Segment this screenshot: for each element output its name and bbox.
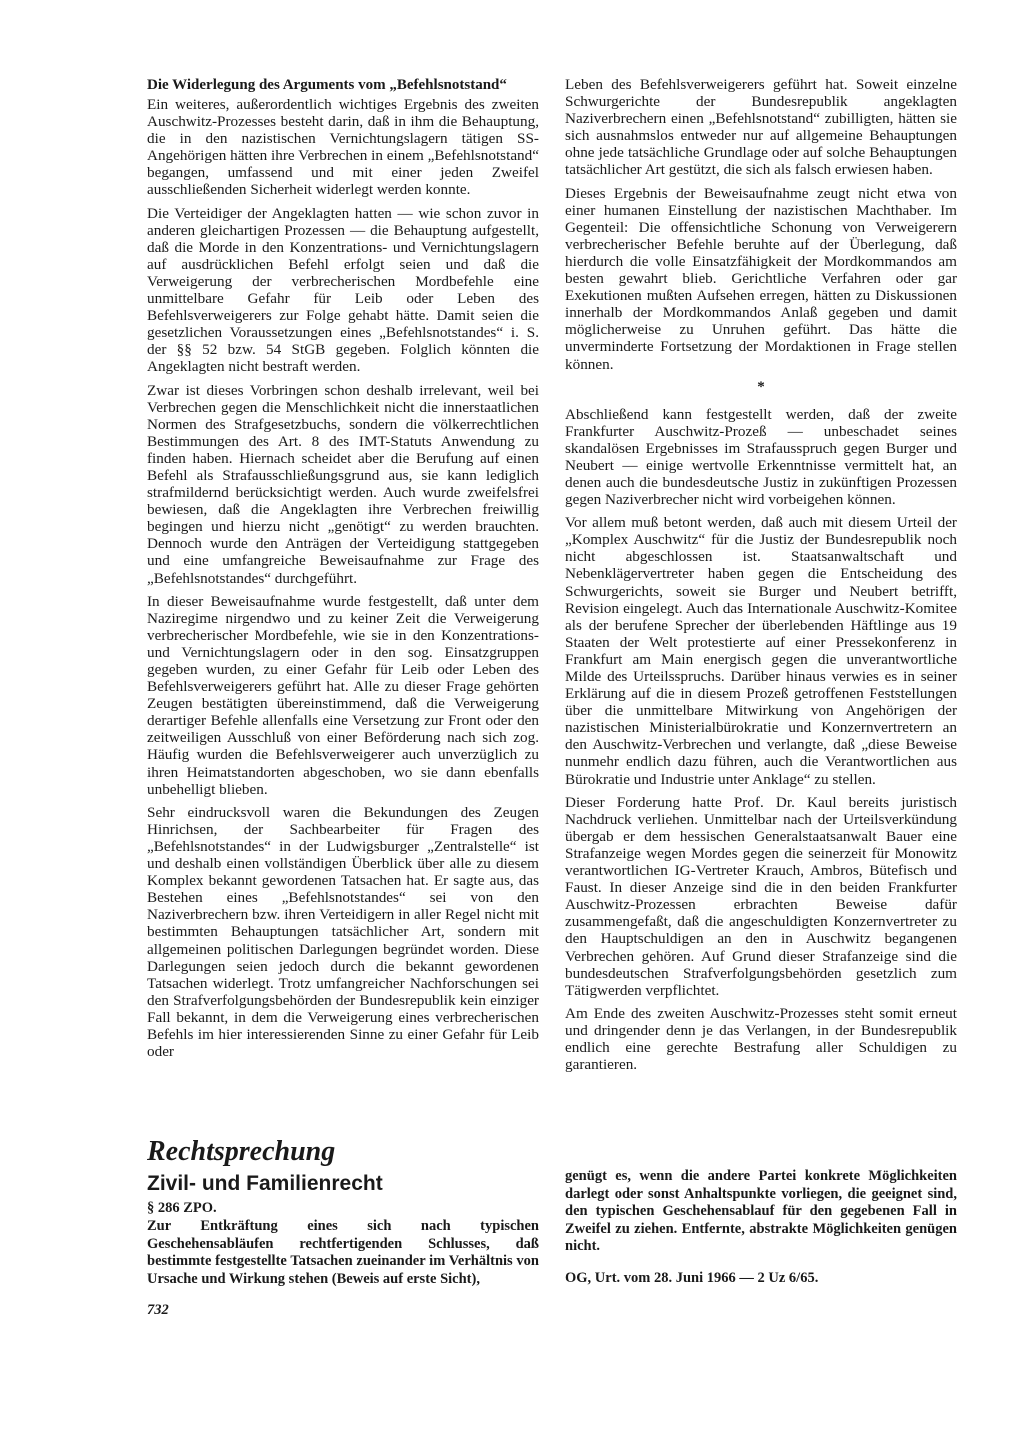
paragraph: Abschließend kann festgestellt werden, daß der zweite Frankfurter Auschwitz-Prozeß — unbeschadet seines skandalösen Ergebnisses im Strafausspruch gegen Burger und Neubert — einige wertvolle Erkenntnisse vermittelt hat, an denen auch die bundesdeutsche Justiz in zukünftigen Prozessen gegen Naziverbrecher nicht wird vorbeigehen können. bbox=[565, 405, 957, 509]
left-column bbox=[147, 76, 539, 1066]
paragraph: Dieser Forderung hatte Prof. Dr. Kaul bereits juristisch Nachdruck verliehen. Unmittelbar nach der Urteilsverkündung übergab er dem hessischen Generalstaatsanwalt Bauer eine Strafanzeige wegen Mordes gegen die seinerzeit für Monowitz verantwortlichen IG-Vertreter Krauch, Ambros, Bütefisch und Faust. In dieser Anzeige sind die in den beiden Frankfurter Auschwitz-Prozessen erbrachten Beweise dafür zusammengefaßt, daß die angeschuldigten Konzernvertreter zu den Hauptschuldigen an den in Auschwitz begangenen Verbrechen gehören. Auf Grund dieser Strafanzeige sind die bundesdeutschen Strafverfolgungsbehörden gesetzlich zum Tätigwerden verpflichtet. bbox=[565, 793, 957, 999]
article-subheading: Die Widerlegung des Arguments vom „Befehlsnotstand“ bbox=[147, 77, 507, 93]
paragraph: Ein weiteres, außerordentlich wichtiges Ergebnis des zweiten Auschwitz-Prozesses besteht darin, daß in ihm die Behauptung, die in den nazistischen Vernichtungslagern tätigen SS-Angehörigen hätten ihre Verbrechen in einem „Befehlsnotstand“ begangen, umfassend und mit einer jeden Zweifel ausschließenden Sicherheit widerlegt werden konnte. bbox=[147, 96, 539, 199]
section-separator: * bbox=[757, 378, 765, 395]
court-citation: OG, Urt. vom 28. Juni 1966 — 2 Uz 6/65. bbox=[565, 1270, 819, 1286]
paragraph: Leben des Befehlsverweigerers geführt hat. Soweit einzelne Schwurgerichte der Bundesrepublik angeklagten Naziverbrechern einen „Befehlsnotstand“ zubilligten, hätten sie sich ausnahmslos entweder nur auf allgemeine Behauptungen ohne jede tatsächliche Grundlage oder auf solche Behauptungen tatsächlicher Art gestützt, die sich als falsch erwiesen haben. bbox=[565, 76, 957, 179]
section-title: Rechtsprechung bbox=[147, 1136, 336, 1167]
right-column bbox=[565, 76, 957, 1079]
paragraph: Die Verteidiger der Angeklagten hatten — wie schon zuvor in anderen gleichartigen Prozessen — die Behauptung aufgestellt, daß die Morde in den Konzentrations- und Vernichtungslagern auf ausdrücklichen Befehl erfolgt seien und daß die Verweigerung der verbrecherischen Mordbefehle eine unmittelbare Gefahr für Leib oder Leben des Befehlsverweigerers zur Folge gehabt hätte. Damit seien die gesetzlichen Voraussetzungen eines „Befehlsnotstandes“ i. S. der §§ 52 bzw. 54 StGB gegeben. Folglich könnten die Angeklagten nicht bestraft werden. bbox=[147, 204, 539, 376]
page-number: 732 bbox=[147, 1302, 169, 1318]
paragraph: Zwar ist dieses Vorbringen schon deshalb irrelevant, weil bei Verbrechen gegen die Menschlichkeit nicht die innerstaatlichen Normen des Strafgesetzbuchs, sondern die völkerrechtlichen Bestimmungen des Art. 8 des IMT-Statuts Anwendung zu finden haben. Hiernach scheidet aber die Berufung auf einen Befehl als Strafausschließungsgrund aus, sie kann lediglich strafmildernd berücksichtigt werden. Auch wurde zweifelsfrei bewiesen, daß die Angeklagten ihre Verbrechen freiwillig begingen und hierzu nicht „genötigt“ zu werden brauchten. Dennoch wurde den Anträgen der Verteidigung stattgegeben und eine umfangreiche Beweisaufnahme zur Frage des „Befehlsnotstandes“ durchgeführt. bbox=[147, 381, 539, 587]
paragraph: Dieses Ergebnis der Beweisaufnahme zeugt nicht etwa von einer humanen Einstellung der nazistischen Machthaber. Im Gegenteil: Die offensichtliche Schonung von Verweigerern verbrecherischer Befehle beruhte auf der Überlegung, daß hierdurch die volle Einsatzfähigkeit der Mordkommandos am besten gewahrt blieb. Gerichtliche Verfahren oder gar Exekutionen mußten Aufsehen erregen, hätten zu Diskussionen innerhalb der Mordkommandos Anlaß gegeben und damit möglicherweise zu Unruhen geführt. Das hätte die unverminderte Fortsetzung der Mordaktionen in Frage stellen können. bbox=[565, 184, 957, 373]
section-subtitle: Zivil- und Familienrecht bbox=[147, 1172, 383, 1195]
paragraph: In dieser Beweisaufnahme wurde festgestellt, daß unter dem Naziregime nirgendwo und zu keiner Zeit die Verweigerung verbrecherischer Mordbefehle, wie sie in den Konzentrations- und Vernichtungslagern oder in den sog. Einsatzgruppen gegeben wurden, zu einer Gefahr für Leib oder Leben des Befehlsverweigerers geführt hat. Alle zu dieser Frage gehörten Zeugen bestätigten übereinstimmend, daß die Verweigerung derartiger Befehle allenfalls eine Versetzung zur Front oder den zeitweiligen Ausschluß von einer Beförderung nach sich zog. Häufig wurden die Befehlsverweigerer auch unverzüglich zu ihren Heimatstandorten abgeschoben, wo sie dann ebenfalls unbehelligt blieben. bbox=[147, 592, 539, 798]
paragraph: Sehr eindrucksvoll waren die Bekundungen des Zeugen Hinrichsen, der Sachbearbeiter für Fragen des „Befehlsnotstandes“ in der Ludwigsburger „Zentralstelle“ ist und deshalb einen vollständigen Überblick über alle zu diesem Komplex bekannt gewordenen Tatsachen hat. Er sagte aus, das Bestehen eines „Befehlsnotstandes“ sei von den Naziverbrechern bzw. ihren Verteidigern in aller Regel nicht mit bestimmten Behauptungen tatsächlicher Art, sondern mit allgemeinen politischen Darlegungen begründet worden. Diese Darlegungen seien jedoch durch die bekannt gewordenen Tatsachen widerlegt. Trotz umfangreicher Nachforschungen sei den Strafverfolgungsbehörden der Bundesrepublik kein einziger Fall bekannt, in dem die Verweigerung eines verbrecherischen Befehls im hier interessierenden Sinne zu einer Gefahr für Leib oder bbox=[147, 803, 539, 1061]
headnote-left: Zur Entkräftung eines sich nach typischen Geschehensabläufen rechtfertigenden Schlusses, daß bestimmte festgestellte Tatsachen zueinander im Verhältnis von Ursache und Wirkung stehen (Beweis auf erste Sicht), bbox=[147, 1218, 539, 1287]
headnote-right: genügt es, wenn die andere Partei konkrete Möglichkeiten darlegt oder sonst Anhaltspunkte vorliegen, die geeignet sind, den typischen Geschehensablauf für den gegebenen Fall in Zweifel zu ziehen. Entfernte, abstrakte Möglichkeiten genügen nicht. bbox=[565, 1168, 957, 1254]
paragraph: Am Ende des zweiten Auschwitz-Prozesses steht somit erneut und dringender denn je das Verlangen, in der Bundesrepublik endlich eine gerechte Bestrafung aller Schuldigen zu garantieren. bbox=[565, 1004, 957, 1074]
law-reference: § 286 ZPO. bbox=[147, 1200, 217, 1216]
paragraph: Vor allem muß betont werden, daß auch mit diesem Urteil der „Komplex Auschwitz“ für die Justiz der Bundesrepublik noch nicht abgeschlossen ist. Staatsanwaltschaft und Nebenklägervertreter haben gegen die Entscheidung des Schwurgerichts, soweit sie Burger und Neubert betrifft, Revision eingelegt. Auch das Internationale Auschwitz-Komitee als der berufene Sprecher der überlebenden Häftlinge aus 19 Staaten der Welt protestierte auf einer Pressekonferenz in Frankfurt am Main energisch gegen die unverantwortliche Milde des Urteilsspruchs. Darüber hinaus verwies es in seiner Erklärung auf die in diesem Prozeß getroffenen Feststellungen über die unmittelbare Mitwirkung von Angehörigen der nazistischen Ministerialbürokratie und Konzernvertretern an den Auschwitz-Verbrechen und verlangte, daß „diese Beweise nunmehr endlich dazu führen, auch die Verantwortlichen aus Bürokratie und Industrie unter Anklage“ zu stellen. bbox=[565, 514, 957, 788]
